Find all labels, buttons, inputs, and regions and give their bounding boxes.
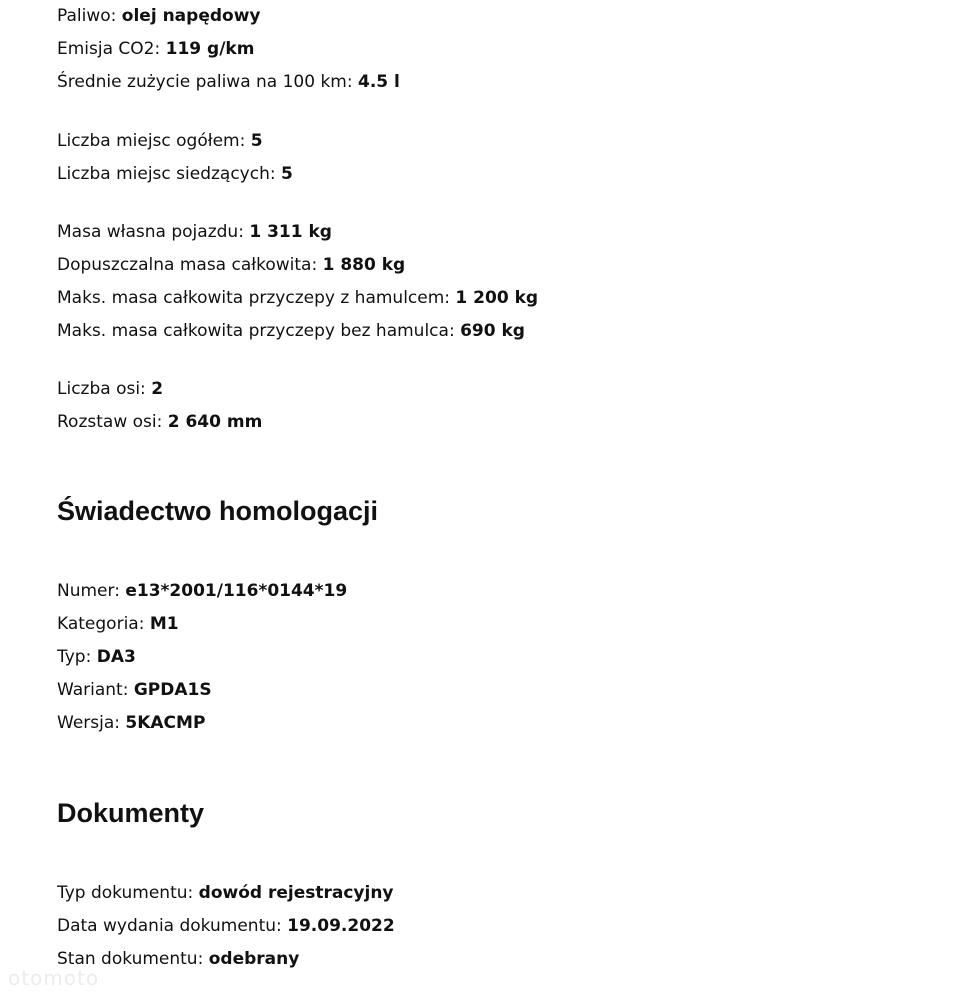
homologation-row-version (57, 707, 347, 740)
spec-label: Emisja CO2: (57, 39, 166, 59)
mass-specs-group (57, 216, 538, 348)
spec-label: Stan dokumentu: (57, 949, 209, 969)
vehicle-details-page (57, 0, 959, 1000)
documents-heading: Dokumenty (57, 798, 205, 828)
spec-row-trailer-unbraked (57, 315, 538, 348)
spec-row-consumption (57, 66, 400, 99)
spec-label: Data wydania dokumentu: (57, 916, 288, 936)
spec-label: Numer: (57, 581, 126, 601)
spec-value: 690 kg (460, 321, 525, 341)
spec-label: Paliwo: (57, 6, 122, 26)
spec-row-curb-weight (57, 216, 538, 249)
spec-label: Wariant: (57, 680, 134, 700)
spec-label: Masa własna pojazdu: (57, 222, 250, 242)
spec-label: Wersja: (57, 713, 126, 733)
fuel-specs-group (57, 0, 400, 99)
homologation-row-variant (57, 674, 347, 707)
spec-value: 1 311 kg (249, 222, 332, 242)
seats-specs-group (57, 125, 293, 191)
spec-row-seats-sitting (57, 158, 293, 191)
spec-row-gross-weight (57, 249, 538, 282)
spec-value: DA3 (96, 647, 136, 667)
document-row-issue-date (57, 910, 395, 943)
spec-row-co2 (57, 33, 400, 66)
spec-value: 5 (280, 164, 293, 184)
spec-value: 19.09.2022 (287, 916, 395, 936)
spec-value: 119 g/km (165, 39, 255, 59)
spec-label: Maks. masa całkowita przyczepy bez hamulca: (57, 321, 461, 341)
spec-row-seats-total (57, 125, 293, 158)
spec-value: 5KACMP (125, 713, 206, 733)
spec-value: M1 (149, 614, 179, 634)
spec-label: Rozstaw osi: (57, 412, 168, 432)
homologation-row-category (57, 608, 347, 641)
spec-label: Liczba miejsc siedzących: (57, 164, 281, 184)
spec-value: 1 200 kg (455, 288, 539, 308)
homologation-row-number (57, 575, 347, 608)
homologation-row-type (57, 641, 347, 674)
spec-label: Liczba miejsc ogółem: (57, 131, 251, 151)
spec-row-axle-count (57, 373, 262, 406)
spec-label: Dopuszczalna masa całkowita: (57, 255, 323, 275)
spec-label: Kategoria: (57, 614, 150, 634)
spec-value: 4.5 l (358, 72, 400, 92)
spec-value: 2 (151, 379, 164, 399)
spec-label: Średnie zużycie paliwa na 100 km: (57, 72, 358, 92)
spec-row-trailer-braked (57, 282, 538, 315)
spec-row-fuel (57, 0, 400, 33)
watermark-logo: otomoto (8, 966, 100, 990)
spec-value: odebrany (208, 949, 300, 969)
document-row-type (57, 877, 395, 910)
spec-value: 2 640 mm (167, 412, 263, 432)
documents-group (57, 877, 395, 976)
homologation-group (57, 575, 347, 740)
spec-value: 1 880 kg (322, 255, 406, 275)
spec-row-wheelbase (57, 406, 262, 439)
axles-specs-group (57, 373, 262, 439)
spec-label: Maks. masa całkowita przyczepy z hamulcem: (57, 288, 456, 308)
spec-value: 5 (250, 131, 263, 151)
document-row-status (57, 943, 395, 976)
spec-label: Liczba osi: (57, 379, 152, 399)
spec-value: GPDA1S (133, 680, 212, 700)
spec-value: olej napędowy (121, 6, 261, 26)
spec-value: e13*2001/116*0144*19 (125, 581, 348, 601)
spec-label: Typ: (57, 647, 97, 667)
spec-label: Typ dokumentu: (57, 883, 199, 903)
spec-value: dowód rejestracyjny (198, 883, 394, 903)
homologation-heading: Świadectwo homologacji (57, 496, 379, 526)
